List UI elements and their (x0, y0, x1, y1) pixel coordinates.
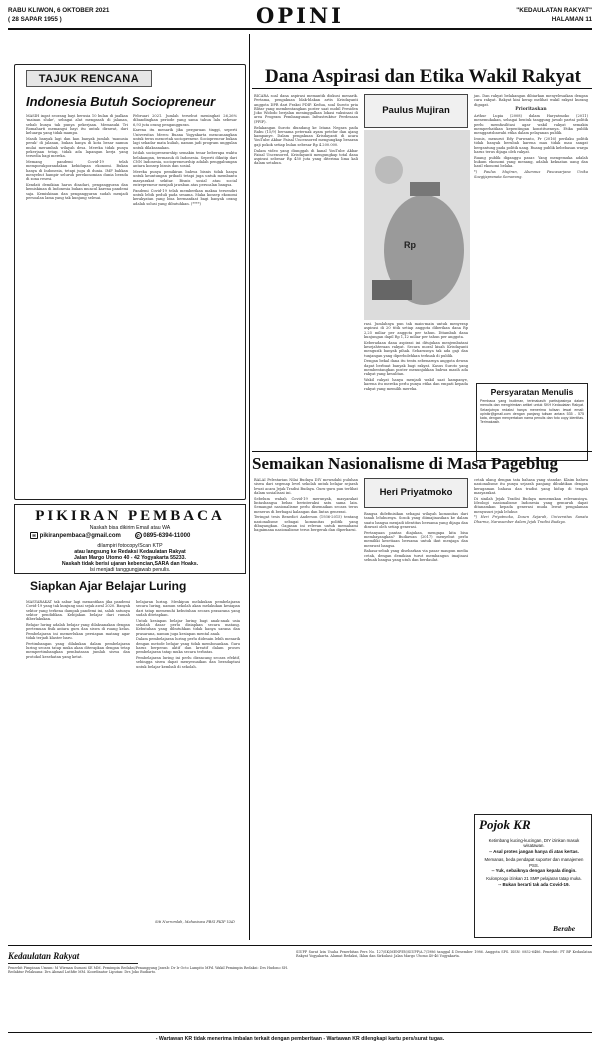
tajuk-column-1 (26, 114, 128, 202)
pojok-item-text: Kulonprogo izinkan 21 SMP pelajaran tatap muka. (486, 876, 582, 882)
semaikan-title: Semaikan Nasionalisme di Masa Pageblug (252, 454, 559, 473)
author-note: *) Paulus Mujiran, Alumnus Pascasarjana Unika Soegijapranata Semarang. (474, 170, 588, 179)
siapkan-column-2 (136, 600, 240, 670)
paragraph: BICARA soal dana aspirasi memantik diskusi menarik. Pertama, pengakuan blak-blakan artis Krisdayanti anggota DPR dari Fraksi PDIP. Kedua, soal Suroto pria Blitar yang membentangkan poster saat mobil Presiden Joko Widodo berjalan meninggalkan lokasi vaksinasi di area Program Pembangunan Infrastruktur Perdesaan (PPIP). (254, 94, 358, 124)
bottom-rule (8, 945, 592, 946)
paragraph: Dalam video yang diunggah di kanal YouTube Akbar Faisal Uncensored, Krisdayanti mengungkap total dana aspirasi sebesar Rp 450 juta yang diterima lima kali dalam setahun. (254, 148, 358, 166)
paragraph: belajaran luring. Meskipun melakukan pembelajaran secara luring, namun sekolah akan melakukan kesiapan dari tatap memenuhi kebutuhan secara prasarana yang sudah ditetapkan. (136, 600, 240, 617)
semaikan-column-1 (254, 478, 358, 534)
pojok-items (480, 838, 588, 890)
paragraph: Belajar luring adalah belajar yang dilaksanakan dengan pertemuan fisik antara guru dan siswa di ruang kelas. Pembelajaran ini memerlukan persiapan matang agar tidak terjadi klaster baru. (26, 622, 130, 640)
paragraph: Arthur Lupia (2008) dalam Haryatmoko (2011) menemukakan, sebagai bentuk tanggung jawab partai politik perlu memfasilitasi agar wakil rakyat semakin memperhatikan kepentingan konstituennya. Etika publik menggarisbawahi etika dalam pelayanan publik. (474, 114, 588, 136)
pojok-item-punch: -- Yuk, sebaiknya dengan kepala dingin. (491, 868, 577, 874)
paragraph: Istilah sociopreneurship semakin tenar beberapa waktu belakangan, termasuk di Indonesia. Seperti dikutip dari CNN Indonesia, sociopreneurship adalah penggabungan antara konsep bisnis dan sosial. (133, 151, 237, 169)
dana-title: Dana Aspirasi dan Etika Wakil Rakyat (265, 66, 581, 87)
money-bag-neck (410, 182, 440, 196)
paragraph: Keberadaan dana aspirasi ini ditujukan menjembatani kesejahteraan rakyat. Secara moral kisah Krisdayanti mengusik banyak pihak. Seharusnya tak ada gaji dan tunjangan yang diperbolehkan terkuak di publik. (364, 340, 468, 358)
pojok-item (480, 876, 588, 887)
paragraph: Ironis, menurut Edy Purwanto, Pr (2016) perilaku politik tidak banyak berubah karena mau tidak mau sangat bergantung pada politik uang. Ruang publik kebebasan warga harus terus dijaga oleh rakyat. (474, 137, 588, 155)
pp-instruction: Naskah bisa dikirim Email atau WA (89, 525, 171, 531)
pp-line-4: atau langsung ke Redaksi Kedaulatan Rakyat (74, 549, 186, 555)
header-edition: ( 28 SAPAR 1955 ) (8, 16, 62, 23)
paragraph: BALAI Pelestarian Nilai Budaya DIY mewadahi puluhan siswa dari segenap level sekolah untuk belajar sejarah lewat acara Jejak Tradisi Budaya. Guru-guru pun terlibat dalam sosialisasi ini. (254, 478, 358, 495)
pp-email[interactable]: pikiranpembaca@gmail.com (39, 533, 121, 540)
semaikan-rule (252, 451, 592, 452)
header-date: RABU KLIWON, 6 OKTOBER 2021 (8, 7, 110, 14)
paragraph: jan. Dan rakyat belakangan dibiarkan menyelesaikan dengan cara rakyat. Rakyat kini kerap melihat wakil rakyat kurang digugat. (474, 94, 588, 107)
paragraph: Mereka punya pemikiran bahwa bisnis tidak hanya untuk keuntungan pribadi tetapi juga untuk membantu masyarakat sekitar. Bisnis sosial atau social entrepreneur menjadi jawaban atas persoalan bangsa. (133, 170, 237, 187)
paragraph: Bangsa didefinisikan sebagai wilayah komunitas dari tanah leluhurnya. Sosok yang diimajinasikan ke dalam suatu bangsa menjadi identitas bersama yang dijaga dan dirawat oleh setiap generasi. (364, 512, 468, 529)
header-paper-block (516, 6, 592, 24)
paragraph: Pandemi Covid-19 telah memberikan makna tersendiri untuk lebih peduli pada sesama. Maka konsep ekonomi kerakyatan yang bisa bermanfaat bagi banyak orang adalah solusi yang dibutuhkan. (****) (133, 188, 237, 206)
tajuk-column-2 (133, 114, 237, 207)
footer-text: - Wartawan KR tidak menerima imbalan terkait dengan pemberitaan - Wartawan KR dilengkapi kartu pers/surat tugas. (155, 1036, 445, 1042)
semaikan-author: Heri Priyatmoko (379, 487, 453, 498)
whatsapp-icon: ✆ (136, 533, 140, 538)
paragraph: Februari 2021. Jumlah tersebut meningkat 26,26% dibandingkan periode yang sama tahun lalu sebesar 6,93 juta orang pengangguran. (133, 114, 237, 127)
pp-line-3: dilampiri fotocopy/Scan KTP (97, 543, 163, 549)
pojok-item (480, 838, 588, 854)
footer-rule (8, 1032, 592, 1033)
paragraph: Teringat tesis Benedict Anderson (1936-2015) tentang nasionalisme sebagai komunitas politik yang dibayangkan. Gagasan ini relevan untuk memahami bagaimana nasionalisme terus bergerak dan diperbarui. (254, 515, 358, 533)
pojok-item (480, 857, 588, 873)
paragraph: cetak ulang dengan tata bahasa yang standar. Klaim bahwa nasionalisme itu punya sejarah panjang dibuktikan dengan keragaman bahasa dan tradisi yang hidup di tengah masyarakat. (474, 478, 588, 495)
paragraph: Kendati demikian harus disadari, pengangguran dan kemiskinan di Indonesia bukan muncul karena pandemi saja. Kemiskinan dan pengangguran sudah menjadi persoalan lama yang tak kunjung selesai. (26, 182, 129, 200)
figure-body (372, 280, 412, 300)
paragraph: Wakil rakyat hanya menjadi wakil saat kampanye, karena itu mereka perlu punya etika dan empati kepada rakyat yang memilih mereka. (364, 378, 468, 391)
semaikan-column-3 (474, 478, 588, 525)
paragraph: Pembelajaran luring ini perlu dirancang secara efektif, sehingga siswa dapat menyesuaikan dan beradaptasi untuk belajar kembali di sekolah. (136, 656, 240, 669)
paragraph: Memang pandemi Covid-19 telah memporakporandakan kehidupan ekonomi. Bukan hanya di Indonesia, tetapi juga di dunia. IMF bahkan menyebut hampir seluruh perekonomian dunia berada di zona resesi. (26, 159, 128, 182)
persyaratan-text: Pembaca yang budiman, terimakasih partisipasinya dalam menulis dan mengirimkan artikel untuk SKH Kedaulatan Rakyat. Selanjutnya redaksi hanya menerima tulisan lewat email: opinikr@gmail.com dengan panjang tulisan antara 535 - 575 kata, dengan menyertakan nama penulis dan foto copy identitas. Terimakasih. (480, 399, 584, 425)
section-title: OPINI (256, 3, 344, 28)
pojok-item-text: Memanas, beda pendapat suporter dan manajemen PSS. (484, 857, 584, 868)
tajuk-title: Indonesia Butuh Sociopreneur (26, 94, 216, 109)
dana-column-2 (364, 322, 468, 392)
dana-author: Paulus Mujiran (382, 105, 450, 116)
dana-column-1 (254, 94, 358, 167)
pp-line-7: Isi menjadi tanggungjawab penulis. (89, 567, 171, 573)
paragraph: Masih banyak lagi dan kan banyak jumlah 'manusia perak' di jalanan, bukan hanya di kota besar namun mulai merambah wilayah desa. Mereka tidak punya pekerjaan tetap, tidak ada lapangan kerja yang tersedia bagi mereka. (26, 136, 128, 159)
paragraph: Dengan bekal dana itu tentu sebenarnya anggota dewan dapat berbuat banyak bagi rakyat. Kasus Suroto yang membentangkan poster menunjukkan bahwa masih ada rakyat yang kesulitan. (364, 359, 468, 377)
kr-logo: Kedaulatan Rakyat (8, 951, 138, 964)
dana-rule (252, 88, 592, 89)
siapkan-title: Siapkan Ajar Belajar Luring (30, 579, 187, 593)
tajuk-label: TAJUK RENCANA (26, 70, 152, 87)
persyaratan-title: Persyaratan Menulis (490, 387, 574, 397)
dana-illustration (364, 130, 470, 320)
paragraph: Bahasa-sebab yang disebarkan via pasar maupun media cetak, dengan demikian turut membangun imajinasi sebuah bangsa yang utuh dan berdaulat. (364, 549, 468, 562)
siapkan-column-1 (26, 600, 130, 660)
paragraph: rasi. Jumlahnya pun tak main-main untuk menyerap aspirasi di 20 titik setiap anggota diberikan dana Rp 2,25 miliar per anggota per tahun. Ditambah dana kunjungan dapil Rp 1,12 miliar per tahun per anggota. (364, 322, 468, 339)
pojok-item-punch: -- Asal protes jangan hanya di atas kertas. (489, 848, 579, 854)
paragraph: Untuk kesiapan belajar luring bagi anak-anak usia sekolah dasar perlu disiapkan secara matang. Kebutuhan yang dibutuhkan tidak hanya sarana dan prasarana, namun juga kesiapan mental anak. (136, 618, 240, 636)
paragraph: Sebelum wabah Covid-19 merunyak, masyarakat lintasbangsa bebas berinteraksi satu sama lain. Semangat nasionalisme perlu disemaikan secara terus menerus di berbagai kalangan dan lintas generasi. (254, 496, 358, 514)
pikiran-pembaca-title: PIKIRAN PEMBACA (35, 508, 225, 524)
figure-head (375, 156, 403, 184)
pp-line-5: Jalan Margo Utomo 40 - 42 Yogyakarta 55233. (74, 555, 186, 561)
semaikan-column-2 (364, 512, 468, 564)
paragraph: Dalam pembelajaran luring perlu didesain lebih menarik dengan metode belajar yang tidak membosankan. Guru harus berperan aktif dan kreatif dalam proses pembelajaran tatap muka secara terbatas. (136, 637, 240, 655)
paragraph: MASYARAKAT tak sabar lagi menantikan jika pandemi Covid-19 yang tak kunjung usai sejak awal 2020. Banyak sektor yang terkena dampak pandemi ini, salah satunya sektor pendidikan. Kebijakan belajar dari rumah diberlakukan. (26, 600, 130, 622)
pojok-item-punch: -- Bukan berarti tak ada Covid-19. (498, 881, 570, 887)
author-note: *) Heri Priyatmoko, Dosen Sejarah, Universitas Sanata Dharma, Narasumber dalam Jejak Tradisi Budaya. (474, 515, 588, 524)
pp-contact-row (30, 532, 230, 542)
header-rule (8, 28, 592, 30)
dana-column-3 (474, 94, 588, 180)
paragraph: Di sinilah Jejak Tradisi Budaya menemukan relevansinya. Ideologi nasionalisme Indonesia yang gemuruh dapat ditanamkan kepada generasi muda lewat pengalaman menyusuri jejak leluhur. (474, 496, 588, 514)
paragraph: Pertanyaan pantas diajukan, mengapa kita bisa membayangkan? Budiawan (2017) menyebut perlu memiliki kesetiaan bersama untuk ikut menjaga dan merawat bangsa. (364, 530, 468, 548)
paragraph: Ruang publik diganggu pasar. Yang mengemuka adalah hukum ekonomi yang menang, adalah kekuatan uang dan hasil ekonomi belaka. (474, 155, 588, 169)
pp-phone[interactable]: 0895-6394-11000 (143, 533, 191, 540)
paragraph: Pertimbangan yang dilakukan dalam pembelajaran luring secara tatap muka akan diterapkan dengan tetap mempertimbangkan pembatasan jumlah siswa dan protokol kesehatan yang ketat. (26, 641, 130, 659)
pojok-item-text: Ketimbang kucing-kucingan, DIY izinkan masuk wisatawan. (488, 838, 580, 849)
paragraph: Karena itu menarik jika perguruan tinggi, seperti Universitas Mercu Buana Yogyakarta mencanangkan untuk terus mencetak sociopreneur. Sociopreneur bukan lagi sekadar mata kuliah, namun jadi program unggulan untuk dilaksanakan. (133, 128, 237, 150)
masthead-left-text: Penerbit Pimpinan Umum: M Wirman Sumosi SE MM. Pemimpin Redaksi/Penanggung Jawab: Dr Ir Octo Lampito MPd. Wakil Pemimpin Redaksi: Drs Hudono SH. Redaktur Pelaksana: Drs Ahmad Luthfie MM. Koordinator Liputan: Drs Joko Budiarto. (8, 966, 288, 975)
paragraph: Belakangan Suroto diundang ke Istana Negara pada Rabu (15/9) bersama peternak ayam petelur dan ajang kampanye. Dalam pengakuan Krisdayanti di acara YouTube Akbar Faisal Uncensored mengungkap besaran gaji pokok setiap bulan sebesar Rp 4.200.000. (254, 125, 358, 147)
email-icon: ✉ (30, 532, 38, 539)
masthead-right-text: SIUPP Surat Izin Usaha Penerbitan Pers No. 127/SK/MENPEN/SIUPP/A.7/1986 tanggal 4 Desember 1986. Anggota SPS. ISSN: 0852-6486. Penerbit: PT BP Kedaulatan Rakyat Yogyakarta. Alamat Redaksi, Iklan dan Sirkulasi: Jalan Margo Utomo 40-46 Yogyakarta. (296, 950, 592, 959)
subheading: Prioritaskan (515, 107, 547, 113)
siapkan-author: Siti Nurromlah, Mahasiswa PBSI FKIP UAD (155, 920, 235, 924)
column-divider (249, 34, 250, 940)
header-paper: "KEDAULATAN RAKYAT" (516, 7, 592, 14)
pojok-signature: Berabe (553, 924, 576, 933)
header-page: HALAMAN 11 (551, 16, 592, 23)
pp-line-6: Naskah tidak berisi ujaran kebencian,SARA dan Hoaks. (61, 561, 199, 567)
pojok-title: Pojok KR (479, 817, 531, 832)
paragraph: MASIH ingat seorang bayi berusia 10 bulan di jualkan 'mainan sluke', sebagai alat mengasah di jalanan, sebab bunya tak punya pekerjaan. Memasuki Tri Romaharti memangsi bayi itu untuk dirawat, dari keluarga yang tidak mampu. (26, 114, 128, 136)
illustration-label: Rp (404, 240, 416, 250)
